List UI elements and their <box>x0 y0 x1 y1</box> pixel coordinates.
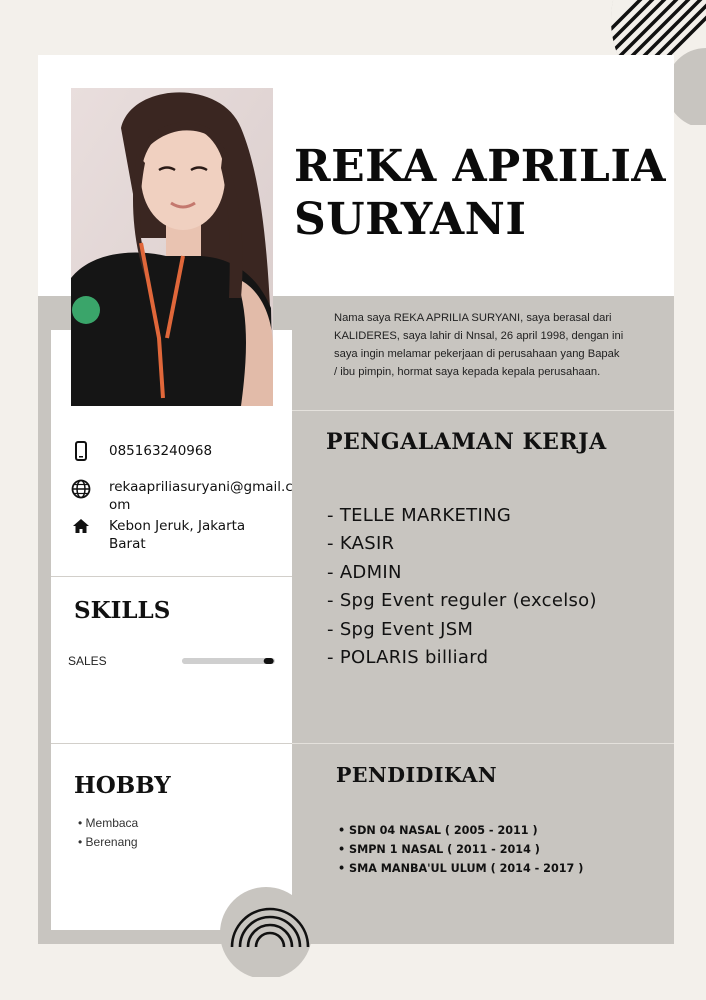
experience-list <box>327 502 597 672</box>
list-item: - Spg Event JSM <box>327 618 474 640</box>
skill-bar-fill <box>182 658 266 664</box>
list-item: • SMA MANBA'UL ULUM ( 2014 - 2017 ) <box>338 859 583 878</box>
profile-summary: Nama saya REKA APRILIA SURYANI, saya berasal dari KALIDERES, saya lahir di Nnsal, 26 april 1998, dengan ini saya ingin melamar pekerjaan di perusahaan yang Bapak / ibu pimpin, hormat saya kepada kepala perusahaan. <box>334 312 624 378</box>
profile-photo <box>71 88 273 406</box>
list-item: - KASIR <box>327 533 395 555</box>
list-item: • SDN 04 NASAL ( 2005 - 2011 ) <box>338 821 583 840</box>
education-heading: PENDIDIKAN <box>336 763 498 787</box>
divider <box>292 743 674 744</box>
divider <box>51 743 292 744</box>
list-item: • Membaca <box>78 814 138 833</box>
list-item: - ADMIN <box>327 561 402 583</box>
skills-heading: SKILLS <box>74 597 171 624</box>
list-item: - Spg Event reguler (excelso) <box>327 590 597 612</box>
divider <box>292 410 674 411</box>
email-address: rekaapriliasuryani@gmail.com <box>109 479 293 513</box>
list-item: • Berenang <box>78 833 138 852</box>
phone-icon <box>70 440 92 462</box>
phone-number: 085163240968 <box>109 443 213 459</box>
list-item: • SMPN 1 NASAL ( 2011 - 2014 ) <box>338 840 583 859</box>
skill-level-bar <box>182 658 275 664</box>
skill-bar-knob <box>264 658 274 664</box>
home-icon <box>70 515 92 537</box>
list-item: - POLARIS billiard <box>327 647 489 669</box>
list-item: - TELLE MARKETING <box>327 505 512 526</box>
rainbow-arc-decoration <box>220 887 324 977</box>
experience-heading: PENGALAMAN KERJA <box>326 429 607 455</box>
home-address: Kebon Jeruk, Jakarta Barat <box>109 518 246 552</box>
skill-name: SALES <box>68 654 107 668</box>
globe-icon <box>70 478 92 500</box>
hobby-list <box>78 814 138 852</box>
candidate-name: REKA APRILIA SURYANI <box>294 141 667 245</box>
hobby-heading: HOBBY <box>74 772 171 799</box>
education-list <box>338 821 583 878</box>
divider <box>51 576 292 577</box>
